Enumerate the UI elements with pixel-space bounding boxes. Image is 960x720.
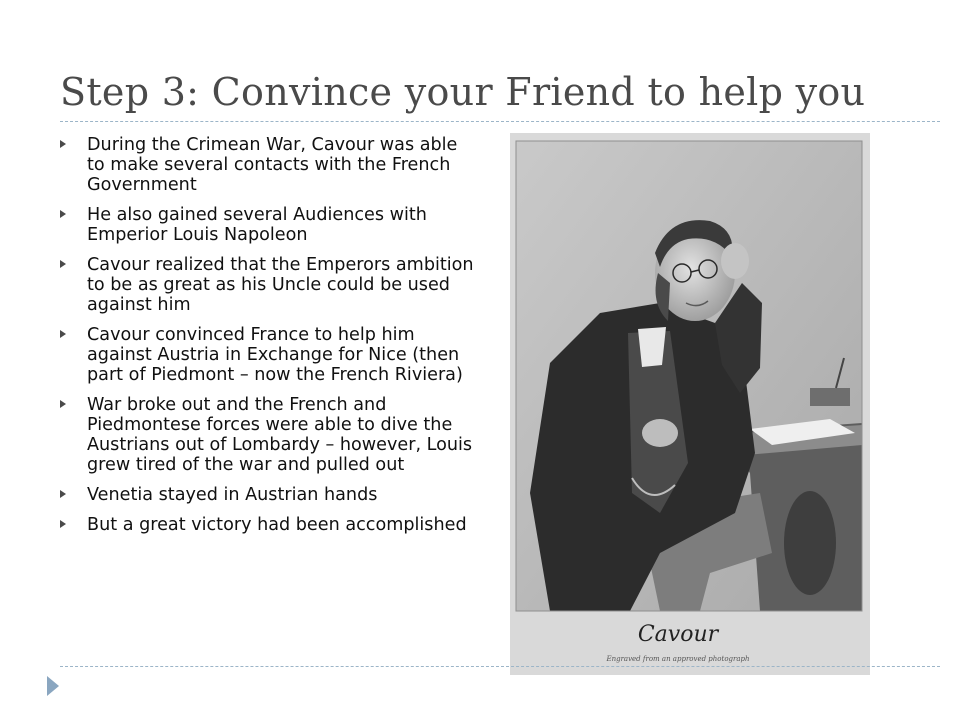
shirt-collar: [638, 327, 666, 367]
cavour-portrait-engraving: [510, 133, 870, 675]
bullet-arrow-icon: [60, 400, 66, 408]
portrait-illustration: [510, 133, 870, 675]
bullet-item: [60, 485, 480, 505]
bullet-arrow-icon: [60, 490, 66, 498]
desk-panel: [784, 491, 836, 595]
bullet-text: He also gained several Audiences with Emperior Louis Napoleon: [87, 205, 427, 245]
bullet-item: [60, 255, 480, 315]
corner-arrow-icon: [47, 676, 59, 696]
portrait-caption: Engraved from an approved photograph: [606, 655, 750, 663]
portrait-signature: Cavour: [637, 622, 719, 647]
slide-title: Step 3: Convince your Friend to help you: [60, 70, 866, 114]
bullet-text: War broke out and the French and Piedmontese forces were able to dive the Austrians out of Lombardy – however, Louis grew tired of the war and pulled out: [87, 395, 473, 475]
bullet-arrow-icon: [60, 210, 66, 218]
inkstand: [810, 388, 850, 406]
bullet-text: Venetia stayed in Austrian hands: [87, 485, 378, 505]
bullet-arrow-icon: [60, 520, 66, 528]
bullet-text: During the Crimean War, Cavour was able to make several contacts with the French Government: [87, 135, 458, 195]
bullet-text: Cavour convinced France to help him against Austria in Exchange for Nice (then part of Piedmont – now the French Riviera): [87, 325, 463, 385]
bullet-arrow-icon: [60, 330, 66, 338]
hand-at-temple: [721, 243, 749, 279]
bullet-item: [60, 205, 480, 245]
bullet-item: [60, 325, 480, 385]
bullet-arrow-icon: [60, 260, 66, 268]
bullet-text: But a great victory had been accomplished: [87, 515, 467, 535]
bullet-arrow-icon: [60, 140, 66, 148]
footer-divider: [60, 666, 940, 667]
bullet-text: Cavour realized that the Emperors ambition to be as great as his Uncle could be used against him: [87, 255, 474, 315]
bullet-list: [60, 135, 480, 545]
bullet-item: [60, 515, 480, 535]
title-divider: [60, 121, 940, 122]
resting-hand: [642, 419, 678, 447]
bullet-item: [60, 135, 480, 195]
bullet-item: [60, 395, 480, 475]
